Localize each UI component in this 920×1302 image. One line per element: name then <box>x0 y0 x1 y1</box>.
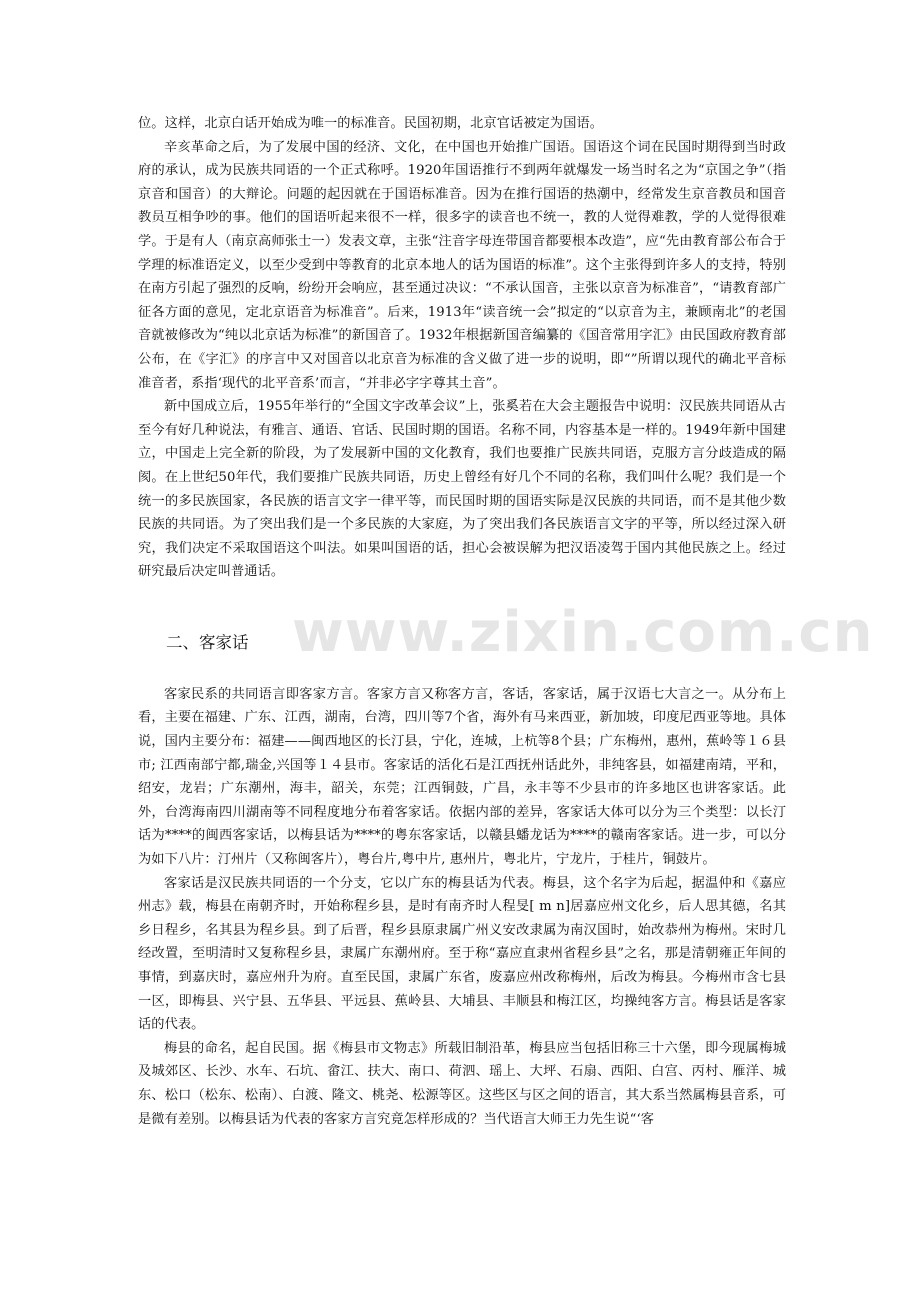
watermark: www.zixin.com.cn <box>292 600 874 665</box>
paragraph-meixian-naming: 梅县的命名，起自民国。据《梅县市文物志》所载旧制沿革，梅县应当包括旧称三十六堡，即今现属梅城及城郊区、长沙、水车、石坑、畲江、扶大、南口、荷泗、瑶上、大坪、石扇、西阳、白宫、丙村、雁洋、城东、松口（松东、松南）、白渡、隆文、桃尧、松源等区。这些区与区之间的语言，其大系当然属梅县音系，可是微有差别。以梅县话为代表的客家方言究竟怎样形成的？当代语言大师王力先生说“‘客 <box>138 1040 786 1127</box>
paragraph-hakka-distribution: 客家民系的共同语言即客家方言。客家方言又称客方言，客话，客家话，属于汉语七大言之一。从分布上看，主要在福建、广东、江西，湖南，台湾，四川等7个省，海外有马来西亚，新加坡，印度尼西亚等地。具体说，国内主要分布：福建——闽西地区的长汀县，宁化，连城，上杭等8个县；广东梅州，惠州，蕉岭等１６县市; 江西南部宁都,瑞金,兴国等１４县市。客家话的活化石是江西抚州话此外，非纯客县，如福建南靖，平和，绍安，龙岩；广东潮州，海丰，韶关，东莞；江西铜鼓，广昌，永丰等不少县市的许多地区也讲客家话。此外，台湾海南四川湖南等不同程度地分布着客家话。依据内部的差异，客家话大体可以分为三个类型：以长汀话为****的闽西客家话，以梅县话为****的粤东客家话，以赣县蟠龙话为****的赣南客家话。进一步，可以分为如下八片：汀州片（又称闽客片），粤台片,粤中片, 惠州片，粤北片，宁龙片，于桂片，铜鼓片。 <box>138 686 786 868</box>
paragraph-continuation: 位。这样，北京白话开始成为唯一的标准音。民国初期，北京官话被定为国语。 <box>138 116 604 131</box>
paragraph-xinhai-revolution: 辛亥革命之后，为了发展中国的经济、文化，在中国也开始推广国语。国语这个词在民国时期得到当时政府的承认，成为民族共同语的一个正式称呼。1920年国语推行不到两年就爆发一场当时名之为“京国之争”（指京音和国音）的大辩论。问题的起因就在于国语标准音。因为在推行国语的热潮中，经常发生京音教员和国音教员互相争吵的事。他们的国语听起来很不一样，很多字的读音也不统一，教的人觉得难教，学的人觉得很难学。于是有人（南京高师张士一）发表文章，主张“注音字母连带国音都要根本改造”，应“先由教育部公布合于学理的标准语定义，以至少受到中等教育的北京本地人的话为国语的标准”。这个主张得到许多人的支持，特别在南方引起了强烈的反响，纷纷开会响应，甚至通过决议：“不承认国音，主张以京音为标准音”，“请教育部广征各方面的意见，定北京语音为标准音”。后来，1913年“读音统一会”拟定的“以京音为主，兼顾南北”的老国音就被修改为“纯以北京话为标准”的新国音了。1932年根据新国音编纂的《国音常用字汇》由民国政府教育部公布，在《字汇》的序言中又对国音以北京音为标准的含义做了进一步的说明，即“”所谓以现代的确北平音标准音者，系指‘现代的北平音系’而言，“并非必字字尊其土音”。 <box>138 139 786 391</box>
section-heading-hakka: 二、客家话 <box>166 632 249 652</box>
paragraph-new-china: 新中国成立后，1955年举行的“全国文字改革会议”上，张奚若在大会主题报告中说明：汉民族共同语从古至今有好几种说法，有雅言、通语、官话、民国时期的国语。名称不同，内容基本是一样的。1949年新中国建立，中国走上完全新的阶段，为了发展新中国的文化教育，我们也要推广民族共同语，克服方言分歧造成的隔阂。在上世纪50年代，我们要推广民族共同语，历史上曾经有好几个不同的名称，我们叫什么呢？我们是一个统一的多民族国家，各民族的语言文字一律平等，而民国时期的国语实际是汉民族的共同语，而不是其他少数民族的共同语。为了突出我们是一个多民族的大家庭，为了突出我们各民族语言文字的平等，所以经过深入研究，我们决定不采取国语这个叫法。如果叫国语的话，担心会被误解为把汉语凌驾于国内其他民族之上。经过研究最后决定叫普通话。 <box>138 399 786 580</box>
document-page <box>138 112 874 1131</box>
paragraph-meixian-history: 客家话是汉民族共同语的一个分支，它以广东的梅县话为代表。梅县，这个名字为后起，据温仲和《嘉应州志》载，梅县在南朝齐时，开始称程乡县，是时有南齐时人程旻[ m n]居嘉应州文化乡，后人思其德，名其乡日程乡，名其县为程乡县。到了后晋，程乡县原隶属广州义安改隶属为南汉国时，始改恭州为梅州。宋时几经改置，至明清时又复称程乡县，隶属广东潮州府。至于称“嘉应直隶州省程乡县”之名，那是清朝雍正年间的事情，到嘉庆时，嘉应州升为府。直至民国，隶属广东省，废嘉应州改称梅州，后改为梅县。今梅州市含七县一区，即梅县、兴宁县、五华县、平远县、蕉岭县、大埔县、丰顺县和梅江区，均操纯客方言。梅县话是客家话的代表。 <box>138 875 786 1033</box>
